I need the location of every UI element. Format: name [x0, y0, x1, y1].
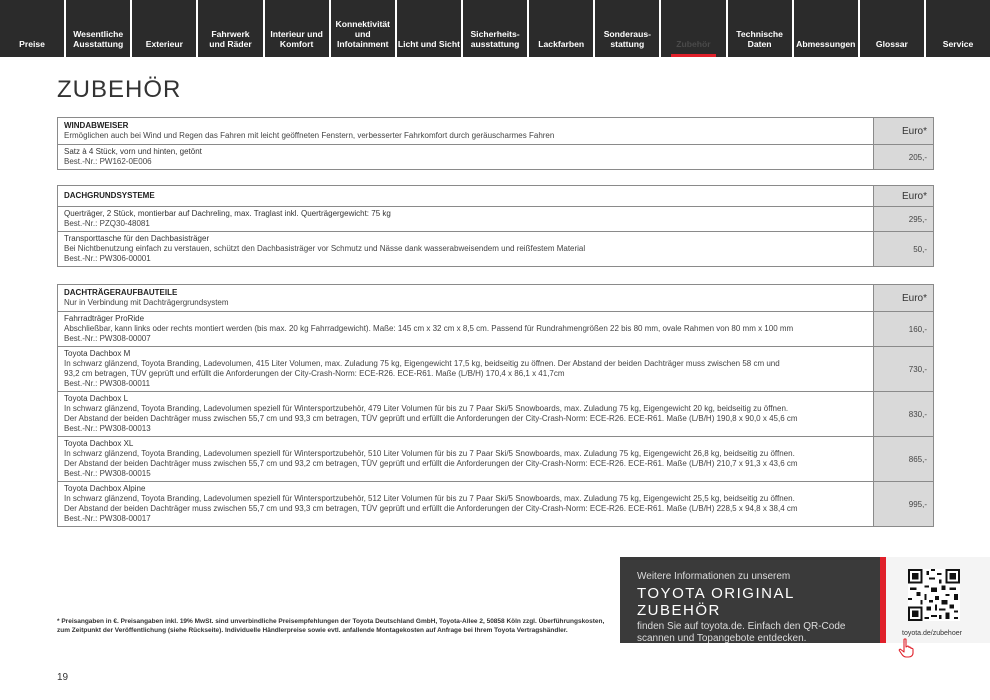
- nav-tab-label: Lackfarben: [538, 39, 585, 49]
- item-detail-line: Best.-Nr.: PW308-00007: [64, 334, 151, 343]
- item-detail-line: In schwarz glänzend, Toyota Branding, Ladevolumen speziell für Wintersportzubehör, 512 Liter Volumen für bis zu 7 Paar Ski/5 Snowboards, max. Zuladung 75 kg, Eigengewicht 25,5 kg, beidseitig zu öffnen.: [64, 494, 795, 503]
- nav-tab-5[interactable]: [331, 0, 395, 57]
- table-windabweiser: [57, 117, 934, 170]
- page-number: 19: [57, 672, 69, 683]
- item-description: [58, 207, 873, 231]
- table-header-cell: [58, 118, 873, 144]
- section-title: DACHGRUNDSYSTEME: [64, 191, 155, 200]
- table-row: [58, 481, 933, 526]
- item-price: 205,-: [873, 145, 933, 169]
- item-title: Toyota Dachbox Alpine: [64, 484, 146, 493]
- info-line-2: TOYOTA ORIGINAL ZUBEHÖR: [637, 585, 795, 619]
- item-detail-line: Best.-Nr.: PW308-00013: [64, 424, 151, 433]
- nav-tab-0[interactable]: [0, 0, 64, 57]
- item-price: 50,-: [873, 232, 933, 266]
- table-row: [58, 391, 933, 436]
- item-title: Toyota Dachbox XL: [64, 439, 134, 448]
- qr-code-icon[interactable]: [908, 569, 960, 621]
- top-navigation: [0, 0, 990, 57]
- footnote: * Preisangaben in €. Preisangaben inkl. 19% MwSt. sind unverbindliche Preisempfehlungen der Toyota Deutschland GmbH, Toyota-Allee 2, 50858 Köln zzgl. Überführungskosten, zum Zeitpunkt der Veröffentlichung (siehe Rückseite). Individuelle Händlerpreise sowie evtl. anfallende Montagekosten auf Anfrage bei Ihrem Toyota Vertragshändler.: [57, 618, 605, 634]
- item-detail-line: Der Abstand der beiden Dachträger muss zwischen 55,7 cm und 93,3 cm betragen, TÜV geprüft und erfüllt die Anforderungen der City-Crash-Norm: ECE-R26. ECE-R61. Maße (L/B/H) 228,5 x 94,8 x 38,4 cm: [64, 504, 798, 513]
- item-title: Toyota Dachbox L: [64, 394, 129, 403]
- section-subtitle: Nur in Verbindung mit Dachträgergrundsystem: [64, 298, 229, 307]
- table-row: [58, 206, 933, 231]
- item-detail-line: Best.-Nr.: PW308-00017: [64, 514, 151, 523]
- item-detail-line: Abschließbar, kann links oder rechts montiert werden (bis max. 20 kg Fahrradgewicht). Maße: 145 cm x 32 cm x 8,5 cm. Passend für Rundrahmengrößen 22 bis 80 mm, ovale Rahmen von 80 mm x 100 mm: [64, 324, 794, 333]
- info-text: [620, 557, 880, 643]
- item-detail-line: Best.-Nr.: PZQ30-48081: [64, 219, 150, 228]
- nav-tab-12[interactable]: [794, 0, 858, 57]
- item-detail-line: Der Abstand der beiden Dachträger muss zwischen 55,7 cm und 93,3 cm betragen, TÜV geprüft und erfüllt die Anforderungen der City-Crash-Norm: ECE-R26. ECE-R61. Maße (L/B/H) 190,8 x 90,0 x 45,6 cm: [64, 414, 798, 423]
- nav-tab-8[interactable]: [529, 0, 593, 57]
- item-detail-line: Bei Nichtbenutzung einfach zu verstauen, schützt den Dachbasisträger vor Schmutz und Nässe dank wasserabweisendem und reißfestem Material: [64, 244, 586, 253]
- item-description: [58, 392, 873, 436]
- table-row: [58, 346, 933, 391]
- table-header-row: [58, 285, 933, 311]
- item-price: 865,-: [873, 437, 933, 481]
- item-detail-line: In schwarz glänzend, Toyota Branding, Ladevolumen, 415 Liter Volumen, max. Zuladung 75 kg, Eigengewicht 17,5 kg, beidseitig zu öffnen. Der Abstand der beiden Dachträger muss zwischen 58 cm und: [64, 359, 780, 368]
- item-title: Fahrradträger ProRide: [64, 314, 145, 323]
- item-price: 160,-: [873, 312, 933, 346]
- item-title: Toyota Dachbox M: [64, 349, 131, 358]
- price-header: Euro*: [873, 118, 933, 144]
- nav-tab-label: Preise: [19, 39, 45, 49]
- item-price: 295,-: [873, 207, 933, 231]
- table-header-row: [58, 186, 933, 206]
- item-description: [58, 482, 873, 526]
- nav-tab-6[interactable]: [397, 0, 461, 57]
- nav-tab-9[interactable]: [595, 0, 659, 57]
- table-header-cell: [58, 186, 873, 206]
- table-row: [58, 311, 933, 346]
- item-detail-line: Best.-Nr.: PW308-00015: [64, 469, 151, 478]
- nav-tab-label: Exterieur: [145, 39, 183, 49]
- item-description: [58, 145, 873, 169]
- table-dachtraegeraufbauteile: [57, 284, 934, 527]
- nav-tab-4[interactable]: [265, 0, 329, 57]
- item-detail-line: Best.-Nr.: PW162-0E006: [64, 157, 152, 166]
- item-title: Querträger, 2 Stück, montierbar auf Dachreling, max. Traglast inkl. Querträgergewicht: 75 kg: [64, 209, 391, 218]
- nav-tab-13[interactable]: [860, 0, 924, 57]
- section-title: WINDABWEISER: [64, 121, 129, 130]
- item-description: [58, 232, 873, 266]
- item-price: 730,-: [873, 347, 933, 391]
- nav-tab-label: Sonderaus- stattung: [603, 29, 651, 49]
- nav-tab-7[interactable]: [463, 0, 527, 57]
- qr-panel[interactable]: [886, 557, 990, 643]
- nav-tab-10[interactable]: [661, 0, 725, 57]
- price-header: Euro*: [873, 285, 933, 311]
- table-header-row: [58, 118, 933, 144]
- info-box: [620, 557, 990, 643]
- nav-tab-11[interactable]: [728, 0, 792, 57]
- nav-tab-label: Licht und Sicht: [397, 39, 460, 49]
- table-row: [58, 144, 933, 169]
- qr-link-label[interactable]: toyota.de/zubehoer: [902, 630, 962, 637]
- nav-tab-3[interactable]: [198, 0, 262, 57]
- item-title: Transporttasche für den Dachbasisträger: [64, 234, 210, 243]
- nav-tab-14[interactable]: [926, 0, 990, 57]
- nav-tab-label: Sicherheits- ausstattung: [470, 29, 520, 49]
- table-row: [58, 436, 933, 481]
- item-detail-line: In schwarz glänzend, Toyota Branding, Ladevolumen speziell für Wintersportzubehör, 479 Liter Volumen für bis zu 7 Paar Ski/5 Snowboards, max. Zuladung 75 kg, Eigengewicht 20 kg, beidseitig zu öffnen.: [64, 404, 789, 413]
- item-detail-line: Der Abstand der beiden Dachträger muss zwischen 55,7 cm und 93,2 cm betragen, TÜV geprüft und erfüllt die Anforderungen der City-Crash-Norm: ECE-R26. ECE-R61. Maße (L/B/H) 210,7 x 91,3 x 43,6 cm: [64, 459, 798, 468]
- nav-tab-label: Zubehör: [676, 39, 711, 49]
- item-detail-line: 93,2 cm betragen, TÜV geprüft und erfüllt die Anforderungen der City-Crash-Norm: ECE-R26. ECE-R61. Maße (L/B/H) 170,4 x 86,1 x 41,7cm: [64, 369, 565, 378]
- item-price: 995,-: [873, 482, 933, 526]
- item-description: [58, 312, 873, 346]
- nav-tab-label: Service: [942, 39, 974, 49]
- nav-tab-label: Glossar: [875, 39, 908, 49]
- nav-tab-label: Interieur und Komfort: [270, 29, 323, 49]
- info-line-3: finden Sie auf toyota.de. Einfach den QR-Code scannen und Topangebote entdecken.: [637, 621, 846, 644]
- nav-tab-1[interactable]: [66, 0, 130, 57]
- nav-tab-2[interactable]: [132, 0, 196, 57]
- pointer-hand-icon: [898, 638, 914, 658]
- nav-tab-label: Wesentliche Ausstattung: [73, 29, 124, 49]
- nav-tab-label: Fahrwerk und Räder: [209, 29, 252, 49]
- item-detail-line: In schwarz glänzend, Toyota Branding, Ladevolumen speziell für Wintersportzubehör, 510 Liter Volumen für bis zu 7 Paar Ski/5 Snowboards, max. Zuladung 75 kg, Eigengewicht 26,8 kg, beidseitig zu öffnen.: [64, 449, 795, 458]
- item-detail-line: Best.-Nr.: PW306-00001: [64, 254, 151, 263]
- price-header: Euro*: [873, 186, 933, 206]
- page-title: ZUBEHÖR: [57, 76, 182, 103]
- item-description: [58, 347, 873, 391]
- item-description: [58, 437, 873, 481]
- info-line-1: Weitere Informationen zu unserem: [637, 571, 791, 582]
- table-header-cell: [58, 285, 873, 311]
- item-title: Satz à 4 Stück, vorn und hinten, getönt: [64, 147, 202, 156]
- nav-tab-label: Abmessungen: [796, 39, 856, 49]
- table-dachgrundsysteme: [57, 185, 934, 267]
- table-row: [58, 231, 933, 266]
- item-detail-line: Best.-Nr.: PW308-00011: [64, 379, 151, 388]
- nav-tab-label: Technische Daten: [736, 29, 783, 49]
- item-price: 830,-: [873, 392, 933, 436]
- section-subtitle: Ermöglichen auch bei Wind und Regen das Fahren mit leicht geöffneten Fenstern, verbesserter Fahrkomfort durch geräuscharmes Fahren: [64, 131, 555, 140]
- nav-tab-label: Konnektivität und Infotainment: [335, 19, 390, 49]
- section-title: DACHTRÄGERAUFBAUTEILE: [64, 288, 178, 297]
